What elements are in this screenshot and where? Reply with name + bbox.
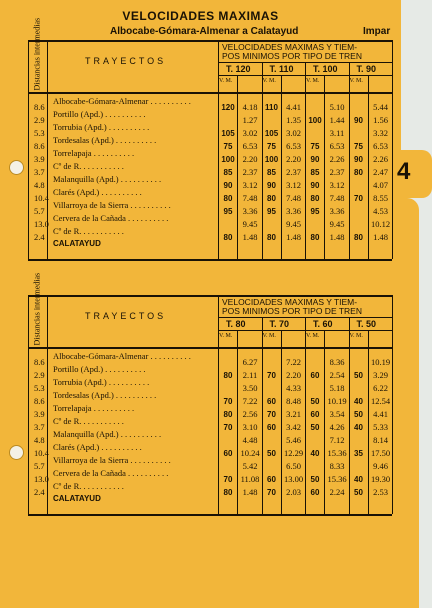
max-speed-value: 70 [267, 410, 276, 419]
min-time-value: 5.18 [329, 383, 345, 393]
min-time-value: 2.53 [373, 487, 388, 497]
vm-label: V. M. [219, 333, 233, 339]
max-speed-value: 60 [267, 423, 276, 432]
min-time-value: 4.53 [373, 206, 388, 216]
max-speed-value: 50 [354, 488, 363, 497]
min-time-value: 5.42 [242, 461, 258, 471]
max-speed-value: 95 [310, 207, 320, 216]
page-title: VELOCIDADES MAXIMAS [122, 9, 279, 23]
max-speed-value: 80 [267, 194, 276, 203]
min-time-value: 8.36 [329, 357, 345, 367]
distance-value: 2.9 [34, 370, 45, 380]
distance-value: 5.3 [34, 128, 45, 138]
min-time-value: 8.48 [286, 396, 301, 406]
min-time-value: 2.26 [329, 154, 345, 164]
max-speed-value: 40 [310, 449, 320, 458]
rule-line [28, 259, 392, 261]
min-time-value: 1.48 [329, 232, 345, 242]
speeds-header-line1: VELOCIDADES MAXIMAS Y TIEM- [222, 297, 358, 307]
max-speed-value: 90 [310, 155, 320, 164]
station-name: Torrubia (Apd.) . . . . . . . . . . [53, 377, 150, 387]
min-time-value: 10.24 [240, 448, 260, 458]
station-name: Villarroya de la Sierra . . . . . . . . . . [53, 200, 171, 210]
min-time-value: 5.10 [329, 102, 345, 112]
vm-label: V. M. [349, 78, 363, 84]
max-speed-value: 70 [223, 423, 233, 432]
distance-value: 2.4 [34, 487, 45, 497]
min-time-value: 17.50 [370, 448, 391, 458]
min-time-value: 3.54 [329, 409, 345, 419]
max-speed-value: 110 [265, 103, 278, 112]
max-speed-value: 60 [267, 397, 276, 406]
max-speed-value: 40 [354, 397, 363, 406]
max-speed-value: 85 [223, 168, 233, 177]
speeds-header-line2: POS MINIMOS POR TIPO DE TREN [222, 306, 362, 316]
max-speed-value: 50 [354, 371, 363, 380]
min-time-value: 6.53 [242, 141, 258, 151]
min-time-value: 7.22 [286, 357, 301, 367]
station-name: Clarés (Apd.) . . . . . . . . . . [53, 187, 142, 197]
max-speed-value: 100 [264, 155, 279, 164]
max-speed-value: 35 [354, 449, 363, 458]
min-time-value: 2.54 [329, 370, 345, 380]
max-speed-value: 50 [267, 449, 276, 458]
min-time-value: 10.19 [370, 357, 391, 367]
min-time-value: 8.55 [373, 193, 388, 203]
min-time-value: 2.47 [373, 167, 388, 177]
station-name: Cº de R. . . . . . . . . . . [53, 226, 124, 236]
distance-value: 4.8 [34, 180, 45, 190]
max-speed-value: 100 [308, 116, 322, 125]
station-name: Cº de R. . . . . . . . . . . [53, 416, 124, 426]
min-time-value: 3.32 [373, 128, 388, 138]
max-speed-value: 105 [221, 129, 235, 138]
direction-label: Impar [363, 26, 391, 37]
min-time-value: 9.45 [286, 219, 301, 229]
station-name: Malanquilla (Apd.) . . . . . . . . . . [53, 174, 162, 184]
station-name: Tordesalas (Apd.) . . . . . . . . . . [53, 390, 157, 400]
max-speed-value: 80 [223, 488, 233, 497]
max-speed-value: 120 [221, 103, 235, 112]
min-time-value: 7.48 [242, 193, 258, 203]
min-time-value: 12.29 [283, 448, 304, 458]
max-speed-value: 70 [267, 371, 276, 380]
vm-label: V. M. [306, 78, 320, 84]
max-speed-value: 50 [310, 423, 320, 432]
max-speed-value: 75 [223, 142, 233, 151]
max-speed-value: 40 [354, 423, 363, 432]
min-time-value: 4.18 [242, 102, 258, 112]
min-time-value: 2.26 [373, 154, 388, 164]
max-speed-value: 70 [223, 475, 233, 484]
max-speed-value: 90 [223, 181, 233, 190]
station-name: CALATAYUD [53, 494, 101, 503]
distance-value: 10.4 [34, 448, 49, 458]
min-time-value: 3.29 [373, 370, 388, 380]
route-title: Albocabe-Gómara-Almenar a Calatayud [110, 26, 299, 37]
min-time-value: 2.03 [286, 487, 301, 497]
max-speed-value: 80 [267, 233, 276, 242]
min-time-value: 7.12 [329, 435, 345, 445]
max-speed-value: 80 [223, 371, 233, 380]
min-time-value: 10.12 [370, 219, 391, 229]
rule-line [28, 514, 392, 516]
trayectos-header: TRAYECTOS [85, 311, 167, 321]
station-name: Cº de R. . . . . . . . . . . [53, 161, 124, 171]
max-speed-value: 60 [310, 371, 320, 380]
min-time-value: 6.50 [286, 461, 301, 471]
min-time-value: 1.48 [286, 232, 301, 242]
vm-label: V. M. [262, 333, 276, 339]
max-speed-value: 70 [223, 397, 233, 406]
min-time-value: 15.36 [327, 448, 347, 458]
min-time-value: 8.14 [373, 435, 388, 445]
min-time-value: 4.41 [286, 102, 301, 112]
station-name: Cº de R. . . . . . . . . . . [53, 481, 124, 491]
max-speed-value: 70 [354, 194, 363, 203]
min-time-value: 3.11 [329, 128, 345, 138]
train-type-60: T. 60 [313, 319, 333, 329]
distance-value: 3.9 [34, 409, 45, 419]
train-type-110: T. 110 [269, 64, 294, 74]
min-time-value: 6.53 [373, 141, 388, 151]
station-name: Villarroya de la Sierra . . . . . . . . . . [53, 455, 171, 465]
min-time-value: 4.26 [329, 422, 345, 432]
max-speed-value: 40 [354, 475, 363, 484]
max-speed-value: 90 [310, 181, 320, 190]
min-time-value: 5.33 [373, 422, 388, 432]
max-speed-value: 80 [310, 233, 320, 242]
min-time-value: 6.53 [329, 141, 345, 151]
max-speed-value: 50 [310, 397, 320, 406]
distance-value: 3.7 [34, 422, 45, 432]
max-speed-value: 95 [267, 207, 276, 216]
min-time-value: 1.48 [242, 232, 258, 242]
rule-line [28, 92, 392, 94]
station-name: CALATAYUD [53, 239, 101, 248]
station-name: Torrubia (Apd.) . . . . . . . . . . [53, 122, 150, 132]
min-time-value: 2.56 [242, 409, 258, 419]
max-speed-value: 75 [310, 142, 320, 151]
min-time-value: 1.44 [329, 115, 345, 125]
min-time-value: 5.46 [286, 435, 301, 445]
vm-label: V. M. [306, 333, 320, 339]
min-time-value: 7.48 [286, 193, 301, 203]
page-edge [401, 198, 419, 608]
min-time-value: 9.45 [242, 219, 258, 229]
binder-hole-bottom [9, 445, 24, 460]
train-type-80: T. 80 [226, 319, 246, 329]
min-time-value: 3.36 [286, 206, 301, 216]
min-time-value: 1.35 [286, 115, 301, 125]
distance-value: 10.4 [34, 193, 49, 203]
min-time-value: 19.30 [370, 474, 391, 484]
station-name: Tordesalas (Apd.) . . . . . . . . . . [53, 135, 157, 145]
distance-value: 2.9 [34, 115, 45, 125]
min-time-value: 2.11 [242, 370, 258, 380]
max-speed-value: 80 [223, 194, 233, 203]
station-name: Cervera de la Cañada . . . . . . . . . . [53, 213, 169, 223]
min-time-value: 13.00 [283, 474, 304, 484]
max-speed-value: 85 [310, 168, 320, 177]
min-time-value: 2.20 [286, 370, 301, 380]
max-speed-value: 100 [221, 155, 235, 164]
distance-value: 8.6 [34, 357, 45, 367]
vm-label: V. M. [349, 333, 363, 339]
max-speed-value: 80 [354, 233, 363, 242]
min-time-value: 3.02 [242, 128, 258, 138]
max-speed-value: 60 [310, 410, 320, 419]
min-time-value: 3.12 [329, 180, 345, 190]
tab-number: 4 [397, 158, 411, 185]
min-time-value: 9.46 [373, 461, 388, 471]
distance-value: 13.0 [34, 474, 49, 484]
train-type-90: T. 90 [356, 64, 377, 74]
distance-value: 5.7 [34, 206, 45, 216]
max-speed-value: 80 [223, 233, 233, 242]
max-speed-value: 90 [354, 116, 363, 125]
max-speed-value: 80 [223, 410, 233, 419]
max-speed-value: 50 [354, 410, 363, 419]
min-time-value: 1.48 [373, 232, 388, 242]
min-time-value: 12.54 [370, 396, 391, 406]
station-name: Albocabe-Gómara-Almenar . . . . . . . . . . [53, 351, 191, 361]
min-time-value: 3.50 [242, 383, 258, 393]
min-time-value: 6.22 [373, 383, 388, 393]
rule-line [28, 295, 29, 514]
max-speed-value: 60 [310, 488, 320, 497]
station-name: Torrelapaja . . . . . . . . . . [53, 403, 135, 413]
min-time-value: 8.33 [329, 461, 345, 471]
min-time-value: 1.56 [373, 115, 388, 125]
vm-label: V. M. [219, 78, 233, 84]
distance-value: 5.3 [34, 383, 45, 393]
min-time-value: 5.44 [373, 102, 388, 112]
station-name: Albocabe-Gómara-Almenar . . . . . . . . . . [53, 96, 191, 106]
max-speed-value: 50 [310, 475, 320, 484]
train-type-120: T. 120 [226, 64, 251, 74]
min-time-value: 2.24 [329, 487, 345, 497]
min-time-value: 4.07 [373, 180, 388, 190]
max-speed-value: 90 [267, 181, 276, 190]
station-name: Portillo (Apd.) . . . . . . . . . . [53, 109, 146, 119]
distance-value: 13.0 [34, 219, 49, 229]
speeds-header-line2: POS MINIMOS POR TIPO DE TREN [222, 51, 362, 61]
max-speed-value: 75 [267, 142, 276, 151]
distance-value: 8.6 [34, 396, 45, 406]
min-time-value: 4.33 [286, 383, 301, 393]
max-speed-value: 85 [267, 168, 276, 177]
station-name: Torrelapaja . . . . . . . . . . [53, 148, 135, 158]
min-time-value: 2.20 [242, 154, 258, 164]
train-type-50: T. 50 [356, 319, 377, 329]
min-time-value: 7.22 [242, 396, 258, 406]
min-time-value: 3.10 [242, 422, 258, 432]
min-time-value: 3.12 [286, 180, 301, 190]
max-speed-value: 95 [223, 207, 233, 216]
min-time-value: 2.20 [286, 154, 301, 164]
station-name: Clarés (Apd.) . . . . . . . . . . [53, 442, 142, 452]
min-time-value: 3.02 [286, 128, 301, 138]
min-time-value: 11.08 [240, 474, 260, 484]
rule-line [28, 40, 29, 259]
min-time-value: 2.37 [242, 167, 258, 177]
min-time-value: 15.36 [327, 474, 347, 484]
min-time-value: 3.21 [286, 409, 301, 419]
min-time-value: 3.36 [329, 206, 345, 216]
distance-value: 5.7 [34, 461, 45, 471]
min-time-value: 1.48 [242, 487, 258, 497]
train-type-70: T. 70 [269, 319, 290, 329]
max-speed-value: 80 [354, 168, 363, 177]
max-speed-value: 60 [223, 449, 233, 458]
min-time-value: 4.48 [242, 435, 258, 445]
min-time-value: 3.42 [286, 422, 301, 432]
distances-header: Distancias intermedias [32, 272, 42, 346]
min-time-value: 6.53 [286, 141, 301, 151]
max-speed-value: 75 [354, 142, 363, 151]
vm-label: V. M. [262, 78, 276, 84]
min-time-value: 2.37 [329, 167, 345, 177]
distances-header: Distancias intermedias [32, 17, 42, 91]
distance-value: 3.9 [34, 154, 45, 164]
train-type-100: T. 100 [313, 64, 338, 74]
max-speed-value: 80 [310, 194, 320, 203]
distance-value: 2.4 [34, 232, 45, 242]
distance-value: 8.6 [34, 141, 45, 151]
min-time-value: 1.27 [242, 115, 258, 125]
max-speed-value: 70 [267, 488, 276, 497]
min-time-value: 2.37 [286, 167, 301, 177]
distance-value: 3.7 [34, 167, 45, 177]
min-time-value: 4.41 [373, 409, 388, 419]
trayectos-header: TRAYECTOS [85, 56, 167, 66]
max-speed-value: 60 [267, 475, 276, 484]
station-name: Portillo (Apd.) . . . . . . . . . . [53, 364, 146, 374]
min-time-value: 10.19 [327, 396, 347, 406]
max-speed-value: 105 [264, 129, 279, 138]
station-name: Cervera de la Cañada . . . . . . . . . . [53, 468, 169, 478]
distance-value: 8.6 [34, 102, 45, 112]
station-name: Malanquilla (Apd.) . . . . . . . . . . [53, 429, 162, 439]
max-speed-value: 90 [354, 155, 363, 164]
distance-value: 4.8 [34, 435, 45, 445]
speeds-header-line1: VELOCIDADES MAXIMAS Y TIEM- [222, 42, 358, 52]
min-time-value: 9.45 [329, 219, 345, 229]
binder-hole-top [9, 160, 24, 175]
min-time-value: 6.27 [242, 357, 258, 367]
min-time-value: 3.12 [242, 180, 258, 190]
min-time-value: 3.36 [242, 206, 258, 216]
min-time-value: 7.48 [329, 193, 345, 203]
rule-line [28, 347, 392, 349]
